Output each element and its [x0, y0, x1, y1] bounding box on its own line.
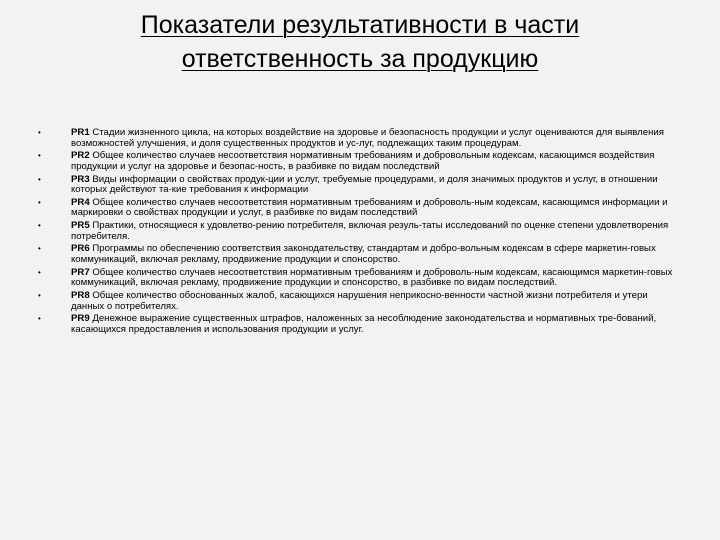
indicator-text: Общее количество случаев несоответствия нормативным требованиям и доброволь-ным кодексам, касающимся информации и маркировки о свойствах продукции и услуг, в разбивке по видам последствий	[71, 196, 668, 219]
indicator-code: PR3	[71, 173, 90, 185]
bullet-icon: •	[38, 244, 41, 254]
list-item-pr3	[38, 175, 683, 196]
list-item-pr8	[38, 291, 683, 312]
bullet-list	[38, 128, 683, 338]
bullet-icon: •	[38, 128, 41, 137]
bullet-icon: •	[38, 314, 41, 324]
list-item-pr7	[38, 268, 683, 289]
list-item-pr2	[38, 151, 683, 172]
page-title	[60, 8, 660, 76]
indicator-code: PR5	[71, 220, 90, 232]
bullet-icon: •	[38, 267, 41, 277]
list-item-pr1	[38, 128, 683, 149]
indicator-text: Виды информации о свойствах продук-ции и услуг, требуемые процедурами, и доля значимых продуктов и услуг, в отношении которых действуют та-кие требования к информации	[71, 173, 658, 196]
indicator-code: PR1	[71, 127, 90, 138]
list-item-pr9	[38, 314, 683, 335]
indicator-text: Программы по обеспечению соответствия законодательству, стандартам и добро-вольным кодексам в сфере маркетин-говых коммуникаций, включая рекламу, продвижение продукции и спонсорство.	[71, 243, 656, 265]
bullet-icon: •	[38, 291, 41, 301]
indicator-code: PR4	[71, 196, 90, 208]
bullet-icon: •	[38, 151, 41, 161]
indicator-code: PR7	[71, 266, 90, 278]
indicator-code: PR9	[71, 313, 90, 325]
indicator-text: Общее количество случаев несоответствия нормативным требованиям и доброволь-ным кодексам, касающимся маркетин-говых коммуникаций, включая рекламу, продвижение продукции и спонсорство, в разбивке по видам последствий.	[71, 266, 673, 289]
bullet-icon: •	[38, 197, 41, 207]
indicator-text: Общее количество случаев несоответствия нормативным требованиям и добровольным кодексам, касающимся воздействия продукции и услуг на здоровье и безопас-ность, в разбивке по видам последствий	[71, 150, 655, 172]
bullet-icon: •	[38, 174, 41, 184]
bullet-icon: •	[38, 221, 41, 231]
indicator-text: Общее количество обоснованных жалоб, касающихся нарушения неприкосно-венности частной жизни потребителя и утери данных о потребителях.	[71, 290, 648, 312]
indicator-text: Стадии жизненного цикла, на которых воздействие на здоровье и безопасность продукции и услуг оцениваются для выявления возможностей улучшения, и доля существенных продуктов и ус-луг, подлежащих таким процедурам.	[71, 127, 664, 149]
title-line-2: ответственность за продукцию	[181, 45, 539, 73]
indicator-text: Практики, относящиеся к удовлетво-рению потребителя, включая резуль-таты исследований по оценке степени удовлетворения потребителя.	[71, 220, 669, 242]
indicator-code: PR6	[71, 243, 90, 255]
indicator-code: PR8	[71, 290, 90, 302]
indicator-text: Денежное выражение существенных штрафов, наложенных за несоблюдение законодательства и нормативных тре-бований, касающихся предоставления и использования продукции и услуг.	[71, 313, 657, 335]
list-item-pr5	[38, 221, 683, 242]
list-item-pr6	[38, 244, 683, 265]
title-line-1: Показатели результативности в части	[140, 11, 580, 39]
list-item-pr4	[38, 198, 683, 219]
indicator-code: PR2	[71, 150, 90, 162]
